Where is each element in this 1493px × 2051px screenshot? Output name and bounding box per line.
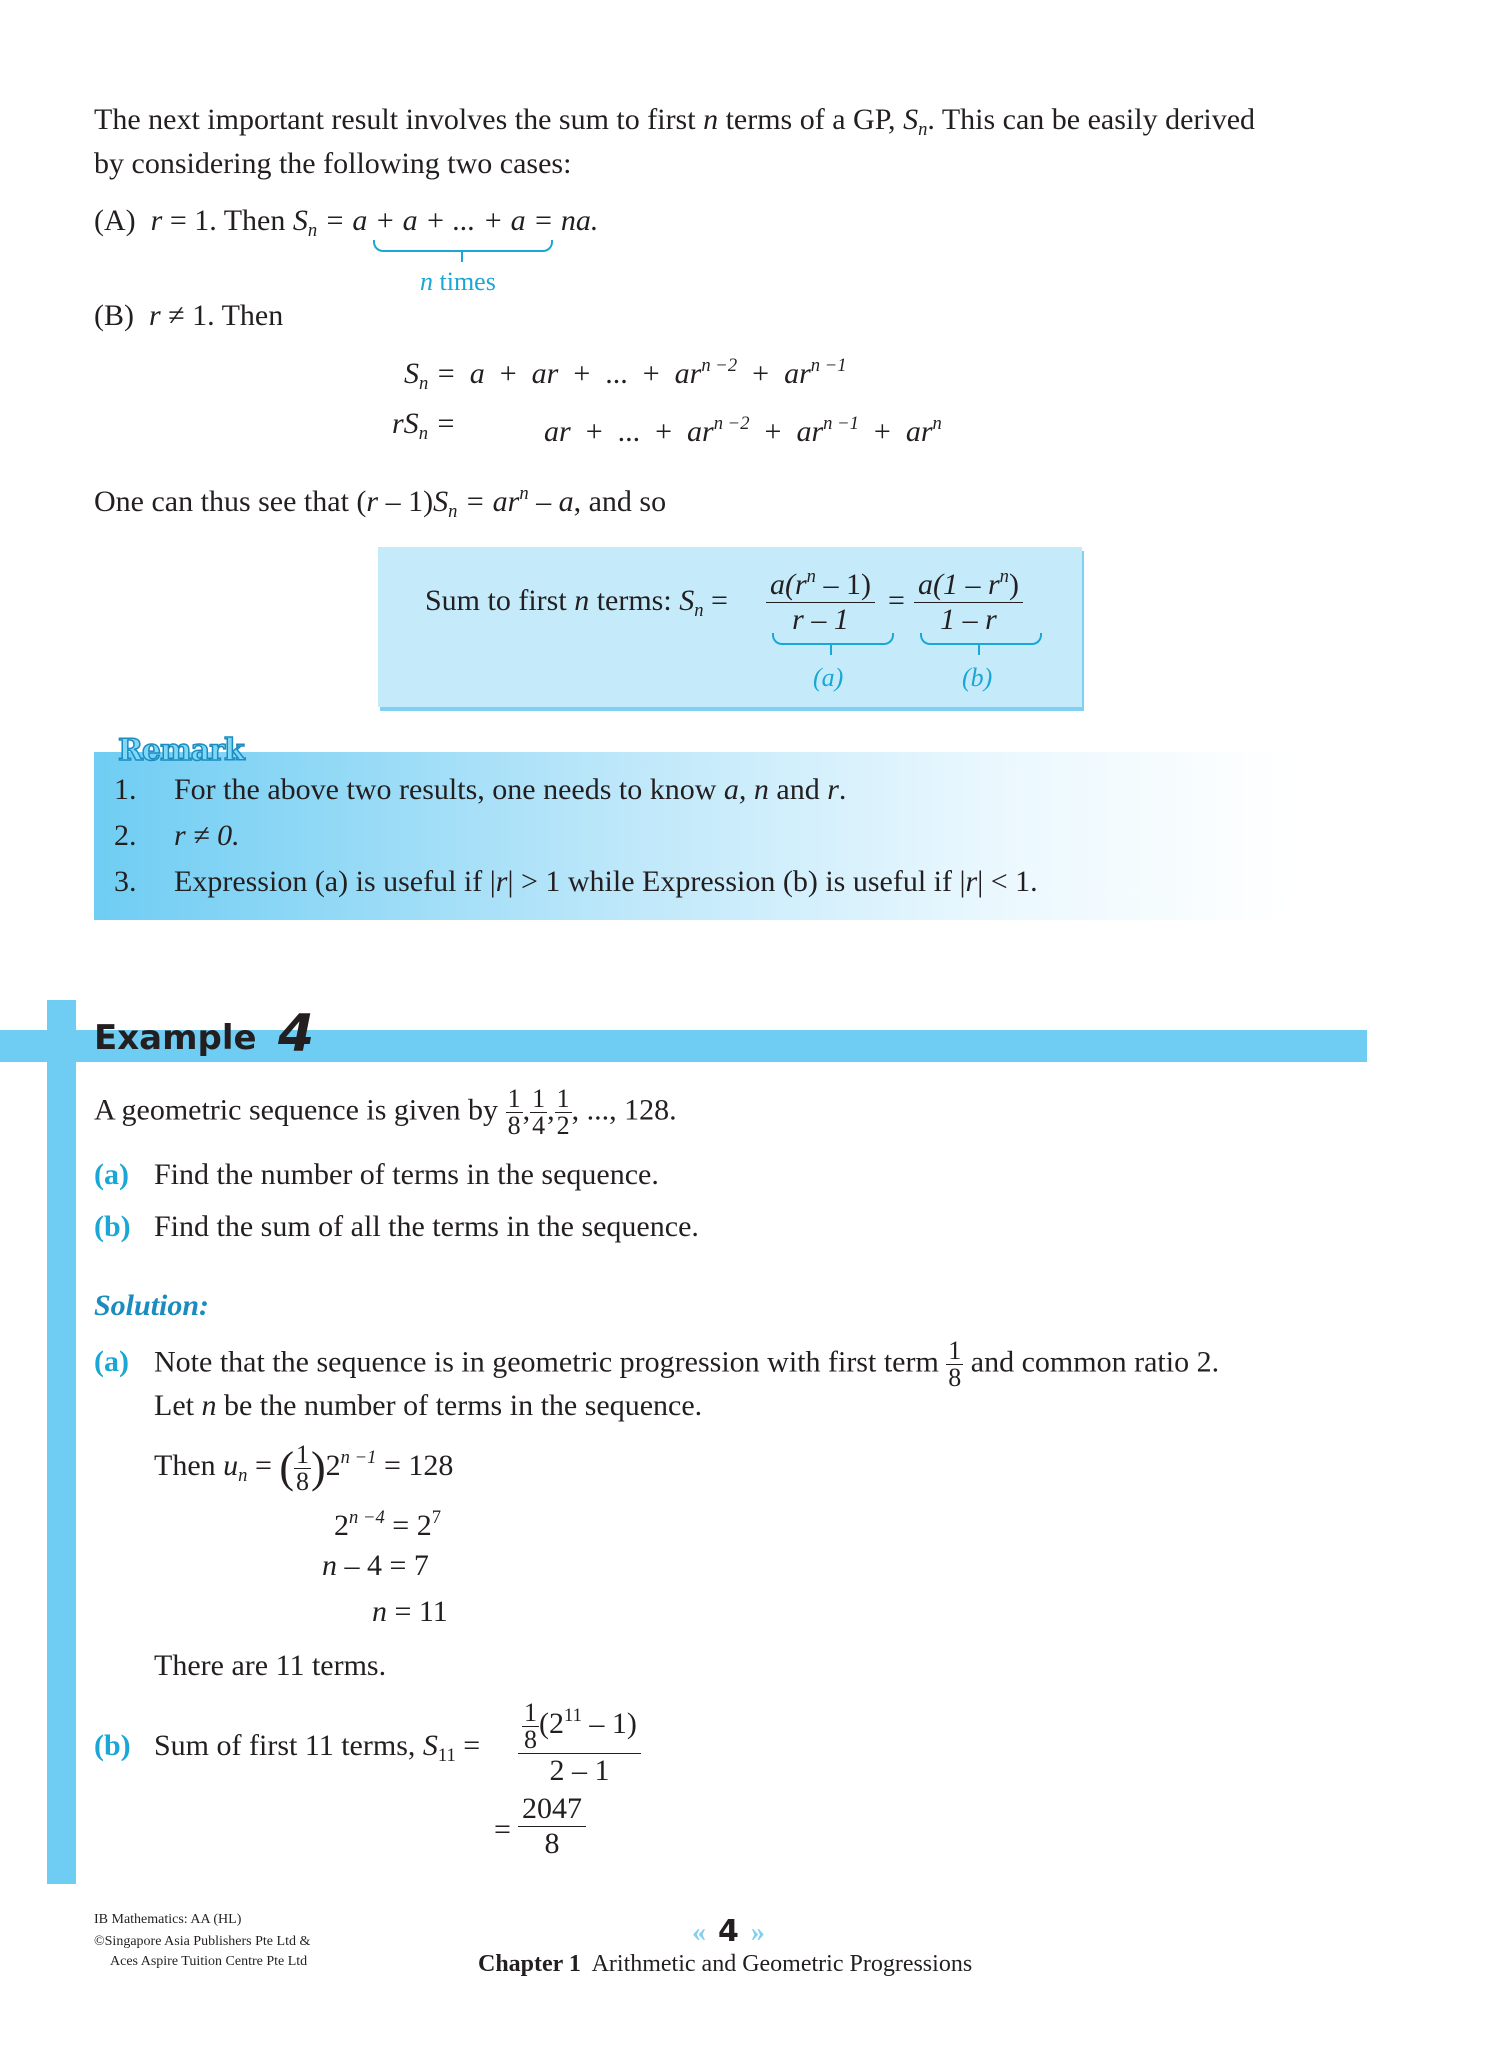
text: = (455, 1729, 481, 1762)
underbrace-a (772, 633, 894, 645)
example-part-a (94, 1157, 659, 1193)
rhs: ar + ... + $ar^{n -2} + ar^{n -1} + ar^n$ (544, 413, 942, 448)
formula-fraction-b (914, 560, 1023, 637)
exponent: 7 (431, 1507, 442, 1528)
var-S: S (404, 357, 419, 390)
subscript: n (918, 119, 928, 140)
var-n: n (574, 584, 590, 617)
subscript: n (307, 220, 318, 241)
part-label: (a) (94, 1158, 129, 1191)
solution-a-conclusion: There are 11 terms. (154, 1649, 387, 1682)
fraction: $\frac{1}{8}$ (296, 1439, 310, 1496)
text: 2 (325, 1449, 341, 1482)
var-rS: rS (392, 407, 419, 440)
var-r: r (149, 299, 161, 332)
var-n: n (420, 267, 433, 296)
part-label: (b) (94, 1729, 131, 1762)
footer-book-title: IB Mathematics: AA (HL) (94, 1912, 242, 1927)
remark-item-2 (114, 818, 240, 854)
remark-title: Remark (118, 733, 244, 768)
var-r: r (150, 204, 163, 237)
fraction: $\frac{1}{4}$ (532, 1084, 546, 1140)
item-number: 3. (114, 865, 137, 898)
solution-a-step-2 (334, 1500, 441, 1544)
case-label: (A) (94, 204, 136, 237)
text: – 1) (378, 485, 434, 518)
text: and (768, 773, 828, 806)
var-u: u (223, 1449, 239, 1482)
solution-b-line (94, 1728, 480, 1774)
solution-a-line-2 (154, 1388, 702, 1424)
solution-a-step-4 (372, 1594, 448, 1630)
solution-a-line-1 (94, 1338, 1219, 1391)
exponent: n −4 (349, 1507, 385, 1528)
subscript: n (419, 373, 429, 394)
example-part-b (94, 1209, 699, 1245)
page-number-value: 4 (718, 1914, 739, 1949)
underbrace-tip (830, 645, 832, 655)
example-number: 4 (278, 1004, 315, 1064)
exponent: n −1 (340, 1447, 377, 1468)
fraction (766, 560, 875, 637)
item-number: 2. (114, 819, 137, 852)
exponent: n −2 (713, 413, 750, 434)
text: . This can be easily derived (927, 103, 1256, 136)
text: 2 (334, 1509, 349, 1542)
text: | > 1 while Expression (b) is useful if | (507, 865, 966, 898)
equation-row-2 (392, 406, 942, 452)
page-number (692, 1914, 765, 1949)
expression: = ar (457, 485, 520, 518)
text: ≠ 1. Then (160, 299, 284, 332)
solution-a-step-3 (322, 1548, 429, 1584)
var-r: r (366, 485, 379, 518)
solution-a-step-1 (154, 1440, 453, 1495)
exponent: n (519, 483, 529, 504)
denominator: r – 1 (792, 603, 849, 636)
denominator: 2 – 1 (549, 1753, 610, 1787)
var-n: n (703, 103, 719, 136)
text: = 2 (384, 1509, 432, 1542)
fraction (518, 1690, 641, 1788)
text: Find the number of terms in the sequence. (154, 1158, 659, 1191)
part-label: (b) (94, 1210, 131, 1243)
remark-item-1 (114, 772, 846, 808)
text: Sum to first (425, 584, 575, 617)
equation-row-1 (404, 348, 847, 402)
numerator: $a(r^n - 1)$ (766, 560, 875, 603)
solution-b-fraction (518, 1690, 641, 1788)
footer-chapter (478, 1949, 972, 1979)
numerator: $a(1 - r^n)$ (914, 560, 1023, 603)
equals: = a + ar + ... + $ar^{n -2} + ar^{n -1}$ (437, 355, 847, 390)
text: , and so (573, 485, 667, 518)
var-a: a (558, 485, 574, 518)
remark-item-3 (114, 864, 1038, 900)
text: terms: (589, 584, 680, 617)
denominator: 1 – r (940, 603, 997, 636)
intro-line-2: by considering the following two cases: (94, 147, 572, 180)
formula-equals: = (888, 584, 905, 617)
derivation-line (94, 476, 666, 530)
text: One can thus see that ( (94, 485, 367, 518)
subscript: n (448, 501, 458, 522)
underbrace-n-times (373, 240, 553, 252)
var-n: n (201, 1389, 217, 1422)
footer-copyright-1: ©Singapore Asia Publishers Pte Ltd & (94, 1934, 311, 1949)
case-b (94, 298, 283, 334)
text: = (247, 1449, 280, 1482)
var-S: S (422, 1729, 438, 1762)
solution-b-equals: = (494, 1813, 511, 1846)
item-number: 1. (114, 773, 137, 806)
exponent: n −2 (701, 355, 738, 376)
fraction: $\frac{2047}{8}$ (518, 1792, 586, 1861)
subscript: n (238, 1465, 248, 1486)
formula-fraction-a (766, 560, 875, 637)
formula-label: Sum to first n terms: $S_n$ = (425, 584, 728, 621)
example-side-bar (47, 1000, 76, 1884)
equals: = (437, 407, 455, 440)
brace-label-a: (a) (813, 663, 844, 692)
part-label: (a) (94, 1345, 129, 1379)
text: = 128 (376, 1449, 454, 1482)
var-n: n (322, 1549, 337, 1582)
subscript: n (694, 600, 704, 621)
text: Expression (a) is useful if | (174, 865, 496, 898)
fraction: $\frac{1}{8}$ (507, 1084, 521, 1140)
numerator: $\frac{1}{8}$ $(2^{11} - 1)$ (518, 1690, 641, 1754)
exponent: n −1 (810, 355, 847, 376)
text: For the above two results, one needs to know (174, 773, 724, 806)
fraction: $\frac{1}{2}$ (556, 1084, 570, 1140)
var-r: r (495, 865, 508, 898)
fraction (914, 560, 1023, 637)
chapter-label: Chapter 1 (478, 1951, 581, 1977)
text: Let (154, 1389, 202, 1422)
text: , ..., 128. (571, 1093, 677, 1127)
solution-b-result (518, 1792, 586, 1861)
exponent: n (932, 413, 942, 434)
chevron-left-icon: « (692, 1917, 706, 1948)
underbrace-tip (978, 645, 980, 655)
underbrace-tip (461, 252, 463, 262)
text: and common ratio 2. (963, 1345, 1220, 1379)
text: terms of a GP, (718, 103, 904, 136)
example-title: Example (94, 1018, 257, 1058)
text: Find the sum of all the terms in the sequence. (154, 1210, 699, 1243)
expression: = a + a + ... + a = na. (317, 204, 599, 237)
subscript: 11 (437, 1745, 456, 1766)
text: Then (154, 1449, 224, 1482)
fraction: $\frac{1}{8}$ (948, 1336, 962, 1392)
var-n: n (372, 1595, 387, 1628)
text: times (433, 267, 496, 296)
var-S: S (679, 584, 695, 617)
text: r ≠ 0. (174, 819, 240, 852)
var-S: S (903, 103, 919, 136)
exponent: n −1 (823, 413, 859, 434)
var-r: r (965, 865, 978, 898)
text: | < 1. (977, 865, 1038, 898)
underbrace-b (920, 633, 1042, 645)
paren-close: ) (311, 1443, 326, 1493)
var-r: r (827, 773, 839, 806)
intro-line-1 (94, 102, 1255, 148)
example-question: A geometric sequence is given by $\frac{1}{8}$ , $\frac{1}{4}$ , $\frac{1}{2}$ , ..., 128. (94, 1084, 677, 1140)
text: Note that the sequence is in geometric progression with first term (154, 1345, 947, 1379)
var-S: S (292, 204, 308, 237)
var-S: S (433, 485, 449, 518)
brace-label-n-times (420, 264, 496, 300)
case-label: (B) (94, 299, 134, 332)
text: Sum of first 11 terms, (154, 1729, 423, 1762)
text: – 4 = 7 (337, 1549, 429, 1582)
brace-label-b: (b) (962, 663, 993, 692)
text: = 11 (387, 1595, 448, 1628)
subscript: n (418, 423, 428, 444)
text: = 1. Then (162, 204, 293, 237)
vars: a, n (723, 773, 769, 806)
footer-copyright-2: Aces Aspire Tuition Centre Pte Ltd (110, 1954, 308, 1969)
text: A geometric sequence is given by (94, 1093, 506, 1127)
chapter-title: Arithmetic and Geometric Progressions (591, 1951, 973, 1977)
text: be the number of terms in the sequence. (216, 1389, 703, 1422)
chevron-right-icon: » (750, 1917, 765, 1948)
text: – (528, 485, 559, 518)
text: The next important result involves the sum to first (94, 103, 704, 136)
solution-title: Solution: (94, 1289, 210, 1322)
text: . (838, 773, 847, 806)
paren-open: ( (279, 1443, 295, 1493)
